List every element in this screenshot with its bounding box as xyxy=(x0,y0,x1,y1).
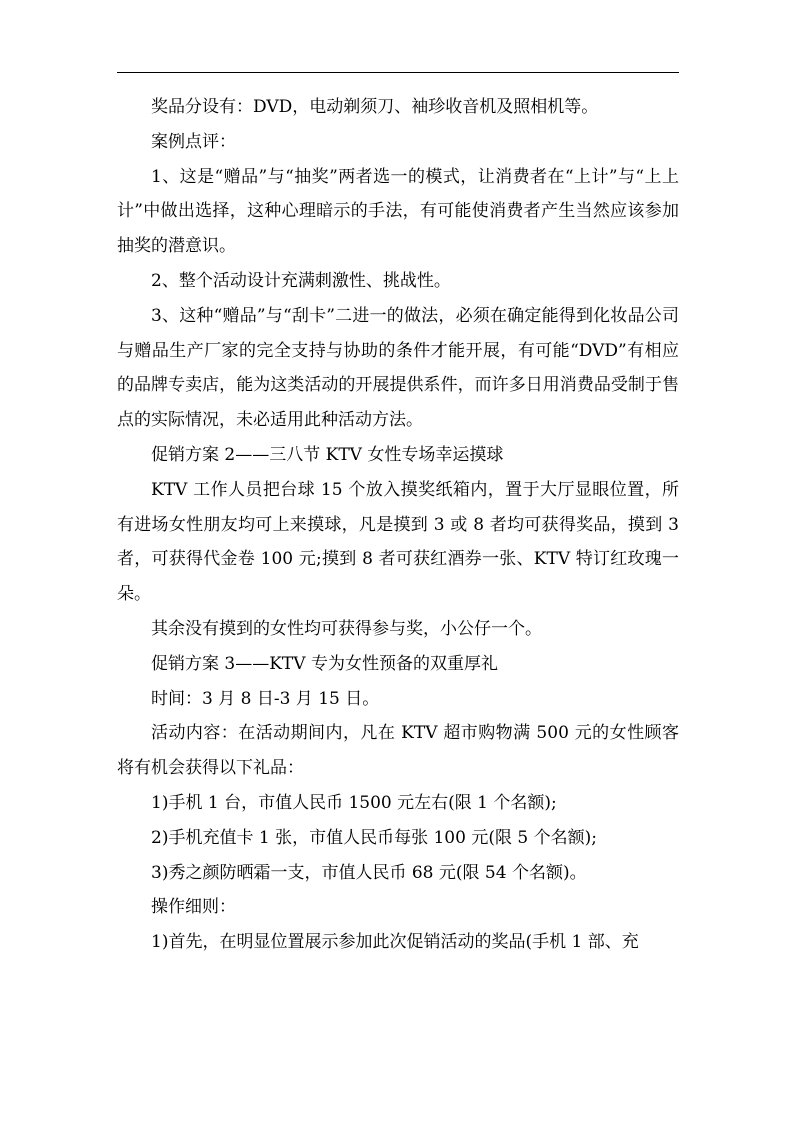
paragraph-review-point-3: 3、这种“赠品”与“刮卡”二进一的做法，必须在确定能得到化妆品公司与赠品生产厂家的完全支持与协助的条件才能开展，有可能“DVD”有相应的品牌专卖店，能为这类活动的开展提供系件，而许多日用消费品受制于售点的实际情况，未必适用此种活动方法。 xyxy=(117,305,679,431)
paragraph-operation-step-1: 1)首先，在明显位置展示参加此次促销活动的奖品(手机 1 部、充 xyxy=(151,932,639,953)
paragraph-case-review-heading: 案例点评： xyxy=(151,131,236,152)
header-rule xyxy=(117,72,679,73)
paragraph-prizes: 奖品分设有：DVD，电动剃须刀、袖珍收音机及照相机等。 xyxy=(151,97,599,117)
document-body xyxy=(117,90,679,960)
paragraph-gift-1: 1)手机 1 台，市值人民币 1500 元左右(限 1 个名额); xyxy=(151,792,557,813)
paragraph-review-point-2: 2、整个活动设计充满刺激性、挑战性。 xyxy=(151,270,451,291)
paragraph-operation-heading: 操作细则： xyxy=(151,897,236,918)
paragraph-plan-3-time: 时间：3 月 8 日-3 月 15 日。 xyxy=(151,688,380,709)
paragraph-plan-2-consolation: 其余没有摸到的女性均可获得参与奖，小公仔一个。 xyxy=(151,618,542,639)
paragraph-plan-2-title: 促销方案 2——三八节 KTV 女性专场幸运摸球 xyxy=(151,444,504,465)
paragraph-gift-2: 2)手机充值卡 1 张，市值人民币每张 100 元(限 5 个名额); xyxy=(151,827,597,848)
paragraph-plan-2-body: KTV 工作人员把台球 15 个放入摸奖纸箱内，置于大厅显眼位置，所有进场女性朋友均可上来摸球，凡是摸到 3 或 8 者均可获得奖品，摸到 3 者，可获得代金卷 100 元;摸到 8 者可获红酒券一张、KTV 特订红玫瑰一朵。 xyxy=(117,479,679,605)
paragraph-review-point-1: 1、这是“赠品”与“抽奖”两者选一的模式，让消费者在“上计”与“上上计”中做出选择，这种心理暗示的手法，有可能使消费者产生当然应该参加抽奖的潜意识。 xyxy=(117,166,679,257)
paragraph-gift-3: 3)秀之颜防晒霜一支，市值人民币 68 元(限 54 个名额)。 xyxy=(151,862,587,883)
paragraph-plan-3-content: 活动内容：在活动期间内，凡在 KTV 超市购物满 500 元的女性顾客将有机会获得以下礼品： xyxy=(117,723,679,779)
paragraph-plan-3-title: 促销方案 3——KTV 专为女性预备的双重厚礼 xyxy=(151,653,498,674)
